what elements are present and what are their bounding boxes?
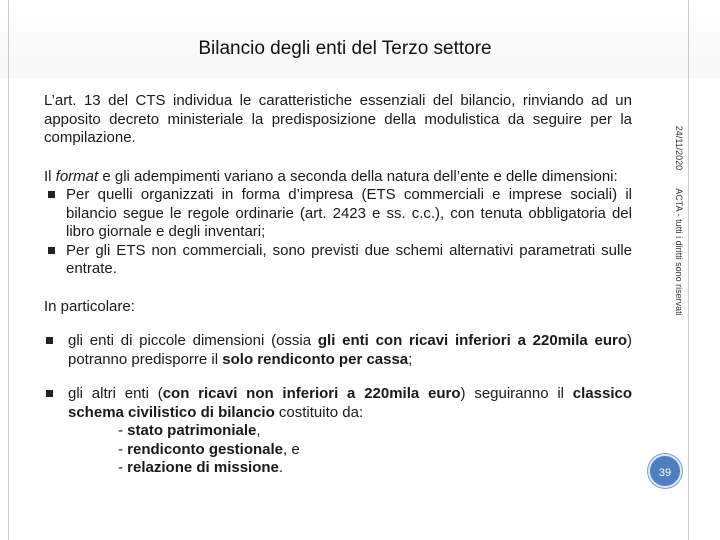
bold-run: rendiconto gestionale xyxy=(127,440,284,458)
bold-run: solo rendiconto per cassa xyxy=(222,350,409,368)
text-run: gli altri enti ( xyxy=(68,385,163,402)
bold-run: classico schema civilistico di bilancio xyxy=(68,385,632,421)
sublist-item xyxy=(44,441,632,460)
bullet-text: Per quelli organizzati in forma d’impresa (ETS commerciali e imprese sociali) il bilancio segue le regole ordinarie (art. 2423 e ss. c.c.), con tenuta obbligatoria del libro giornale e degli inventari; xyxy=(66,186,632,240)
bullet-text: Per gli ETS non commerciali, sono previsti due schemi alternativi parametrati sulle entrate. xyxy=(66,241,632,277)
list-item xyxy=(44,332,632,369)
side-date: 24/11/2020 xyxy=(674,125,684,171)
format-prefix: Il xyxy=(44,167,56,185)
paragraph-art13: L’art. 13 del CTS individua le caratteristiche essenziali del bilancio, rinviando ad un apposito decreto ministeriale la predisposizione della modulistica da seguire per la compilazione. xyxy=(44,92,632,146)
list-item xyxy=(44,242,632,279)
text-run: , xyxy=(256,422,261,439)
format-suffix: e gli adempimenti variano a seconda della natura dell’ente e delle dimensioni: xyxy=(98,167,618,185)
dash: - xyxy=(118,459,128,476)
text-run: . xyxy=(278,459,284,476)
list-item xyxy=(44,385,632,422)
page-number-badge: 39 xyxy=(648,454,682,488)
text-run: costituito da: xyxy=(274,403,364,421)
frame-line-right xyxy=(688,0,689,540)
format-italic: format xyxy=(55,167,99,185)
square-bullet-icon xyxy=(46,337,53,344)
text-run: gli enti di piccole dimensioni (ossia xyxy=(68,332,318,349)
paragraph-format xyxy=(44,168,632,187)
bullet-text xyxy=(68,385,632,421)
dash: - xyxy=(118,440,128,458)
text-run: ; xyxy=(408,350,413,368)
slide-body xyxy=(44,92,632,478)
slide-title: Bilancio degli enti del Terzo settore xyxy=(198,38,492,59)
text-run: ) potranno predisporre il xyxy=(68,332,632,368)
text-run: , e xyxy=(283,440,300,458)
side-footer: ACTA - tutti i diritti sono riservati xyxy=(674,188,684,316)
list-item xyxy=(44,186,632,242)
bold-run: gli enti con ricavi inferiori a 220mila euro xyxy=(317,332,627,349)
square-bullet-icon xyxy=(48,247,55,254)
dash: - xyxy=(118,422,128,439)
bullet-text xyxy=(68,332,632,368)
frame-line-left xyxy=(8,0,9,540)
bold-run: stato patrimoniale xyxy=(127,422,257,439)
square-bullet-icon xyxy=(46,390,53,397)
bold-run: con ricavi non inferiori a 220mila euro xyxy=(162,385,461,402)
square-bullet-icon xyxy=(48,191,55,198)
bold-run: relazione di missione xyxy=(127,459,279,476)
text-run: ) seguiranno il xyxy=(460,385,573,402)
sublist-item xyxy=(44,459,632,478)
sublist-item xyxy=(44,422,632,441)
in-particolare-label: In particolare: xyxy=(44,297,135,315)
